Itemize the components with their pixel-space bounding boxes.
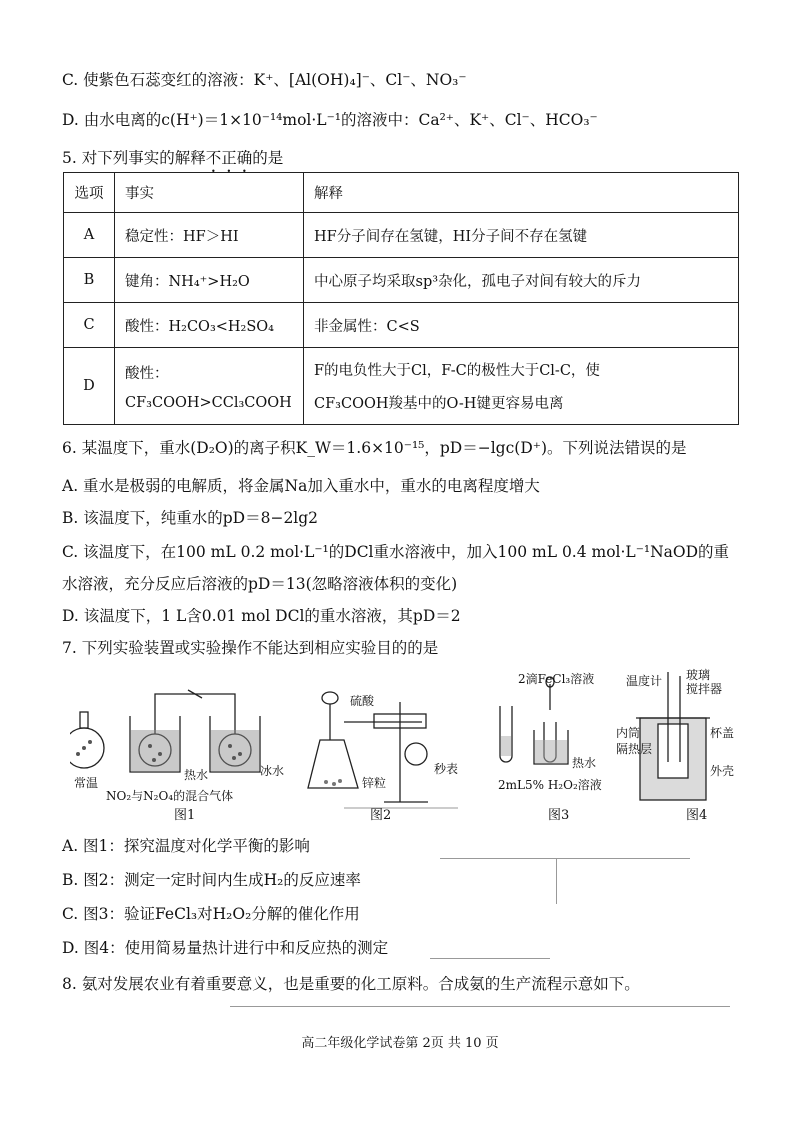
fig3-label-hot-water: 热水 xyxy=(572,756,597,770)
figure-2 xyxy=(304,676,494,822)
table-row xyxy=(64,303,739,348)
fig1-label-gas: NO₂与N₂O₄的混合气体 xyxy=(106,789,234,803)
q7-option-d: D. 图4：使用简易量热计进行中和反应热的测定 xyxy=(62,939,389,957)
fig1-label-hot-water: 热水 xyxy=(184,768,209,782)
fig4-label-thermometer: 温度计 xyxy=(626,674,663,688)
table-header-explain: 解释 xyxy=(304,173,739,213)
row-option: B xyxy=(64,258,115,303)
question-8-stem: 8. 氨对发展农业有着重要意义，也是重要的化工原料。合成氨的生产流程示意如下。 xyxy=(62,975,640,993)
table-header-fact: 事实 xyxy=(115,173,304,213)
figure-4 xyxy=(616,666,742,823)
question-7-stem: 7. 下列实验装置或实验操作不能达到相应实验目的的是 xyxy=(62,639,439,657)
show-through-line xyxy=(556,858,557,904)
fig2-caption: 图2 xyxy=(370,808,392,823)
row-explain xyxy=(304,348,739,425)
fig3-caption: 图3 xyxy=(548,808,570,823)
q6-option-c-line1: C. 该温度下，在100 mL 0.2 mol·L⁻¹的DCl重水溶液中，加入100 mL 0.4 mol·L⁻¹NaOD的重 xyxy=(62,543,730,561)
figure-3 xyxy=(496,666,620,822)
fig4-label-stirrer: 搅拌器 xyxy=(686,682,723,696)
table-row xyxy=(64,258,739,303)
fig2-label-zinc: 锌粒 xyxy=(362,776,387,790)
row-fact: 酸性：H₂CO₃<H₂SO₄ xyxy=(115,303,304,348)
row-explain-line1: F的电负性大于Cl，F-C的极性大于Cl-C，使 xyxy=(314,363,600,379)
show-through-line xyxy=(430,958,550,959)
fig1-label-room-temp: 常温 xyxy=(74,776,99,790)
fig4-caption: 图4 xyxy=(686,808,708,823)
q6-option-a: A. 重水是极弱的电解质，将金属Na加入重水中，重水的电离程度增大 xyxy=(62,477,540,495)
fig4-label-insulation: 隔热层 xyxy=(616,742,653,756)
table-row xyxy=(64,348,739,425)
table-row xyxy=(64,213,739,258)
question-6-stem: 6. 某温度下，重水(D₂O)的离子积K_W＝1.6×10⁻¹⁵，pD＝−lgc(D⁺)。下列说法错误的是 xyxy=(62,439,687,457)
q5-emphasis: 不正确 xyxy=(205,149,253,167)
table-header-row xyxy=(64,173,739,213)
figure-3-drawing xyxy=(496,666,620,822)
q5-prefix: 5. 对下列事实的解释 xyxy=(62,149,206,167)
show-through-line xyxy=(440,858,690,859)
fig2-label-sulfuric-acid: 硫酸 xyxy=(350,694,375,708)
q6-option-b: B. 该温度下，纯重水的pD＝8−2lg2 xyxy=(62,509,319,527)
question-5-table xyxy=(63,172,739,425)
q5-suffix: 的是 xyxy=(252,149,284,167)
page-footer: 高二年级化学试卷第 2页 共 10 页 xyxy=(301,1036,499,1051)
row-explain: 非金属性：C<S xyxy=(304,303,739,348)
q7-option-a: A. 图1：探究温度对化学平衡的影响 xyxy=(62,837,310,855)
show-through-line xyxy=(230,1006,730,1007)
fig1-caption: 图1 xyxy=(174,808,196,823)
fig4-label-glass: 玻璃 xyxy=(686,668,711,682)
figure-1 xyxy=(70,676,290,822)
option-d-prev: D. 由水电离的c(H⁺)＝1×10⁻¹⁴mol·L⁻¹的溶液中：Ca²⁺、K⁺、Cl⁻、HCO₃⁻ xyxy=(62,111,598,129)
fig4-label-inner: 内筒 xyxy=(616,726,641,740)
q6-option-d: D. 该温度下，1 L含0.01 mol DCl的重水溶液，其pD＝2 xyxy=(62,607,461,625)
table-header-option: 选项 xyxy=(64,173,115,213)
row-explain-line2: CF₃COOH羧基中的O-H键更容易电离 xyxy=(314,396,564,412)
row-option: A xyxy=(64,213,115,258)
row-option: C xyxy=(64,303,115,348)
row-fact xyxy=(115,348,304,425)
fig4-label-lid: 杯盖 xyxy=(710,726,735,740)
row-fact-line1: 酸性： xyxy=(125,365,169,382)
fig4-label-shell: 外壳 xyxy=(710,764,735,778)
option-c-prev: C. 使紫色石蕊变红的溶液：K⁺、[Al(OH)₄]⁻、Cl⁻、NO₃⁻ xyxy=(62,71,467,89)
row-fact: 键角：NH₄⁺>H₂O xyxy=(115,258,304,303)
q7-option-b: B. 图2：测定一定时间内生成H₂的反应速率 xyxy=(62,871,361,889)
row-fact: 稳定性：HF＞HI xyxy=(115,213,304,258)
row-explain: 中心原子均采取sp³杂化，孤电子对间有较大的斥力 xyxy=(304,258,739,303)
row-option: D xyxy=(64,348,115,425)
fig3-label-h2o2: 2mL5% H₂O₂溶液 xyxy=(498,778,602,792)
fig3-label-fecl3: 2滴FeCl₃溶液 xyxy=(518,672,595,686)
figure-2-drawing xyxy=(304,676,494,822)
q7-option-c: C. 图3：验证FeCl₃对H₂O₂分解的催化作用 xyxy=(62,905,360,923)
q6-option-c-line2: 水溶液，充分反应后溶液的pD＝13(忽略溶液体积的变化) xyxy=(62,575,458,593)
row-explain: HF分子间存在氢键，HI分子间不存在氢键 xyxy=(304,213,739,258)
fig1-label-ice-water: 冰水 xyxy=(260,764,285,778)
row-fact-line2: CF₃COOH>CCl₃COOH xyxy=(125,394,292,411)
fig2-label-stopwatch: 秒表 xyxy=(434,762,459,776)
